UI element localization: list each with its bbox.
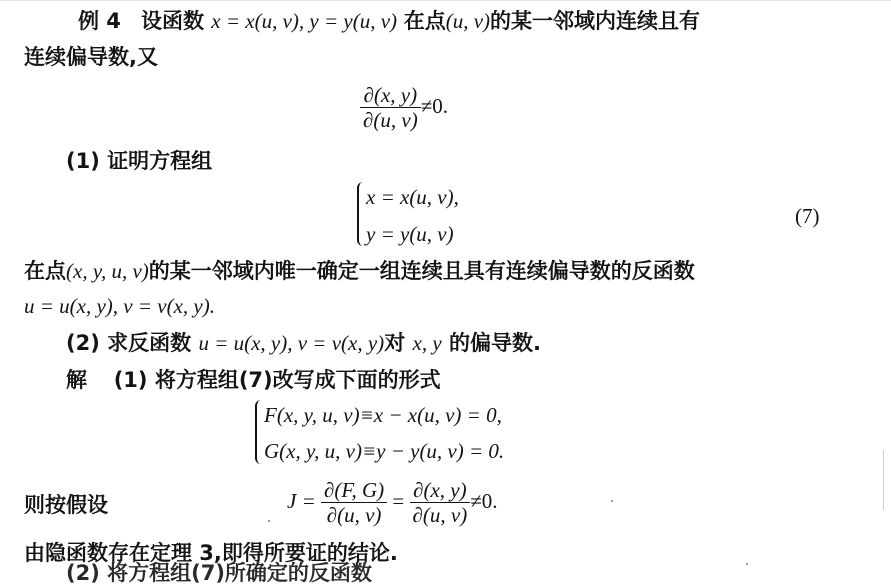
system-7-line-1: x = x(u, v), [366,185,459,209]
part2-functions: u = u(x, y), v = v(x, y) [198,331,385,355]
system-FG-brace [255,400,261,464]
J-equals: = [387,489,410,513]
intro-functions: x = x(u, v), y = y(u, v) [211,9,398,33]
example-label: 例 4 [78,9,121,33]
intro-text-3: 的某一邻域内连续且有 [490,9,701,33]
scan-edge [883,450,884,510]
jacobian-fraction [360,83,421,132]
clipped-next-line [0,561,891,585]
conclusion: 由隐函数存在定理 3,即得所要证的结论. [24,541,398,565]
J-fraction-FG [321,478,387,527]
example-intro-line [78,8,700,34]
scan-speck [746,563,748,565]
part1-point: (x, y, u, v) [66,259,149,283]
jacobian-denominator: ∂(u, v) [363,108,418,132]
intro-text-2: 在点 [403,9,446,33]
scan-speck [268,520,270,522]
inverse-functions: u = u(x, y), v = v(x, y). [24,294,215,318]
J-denominator-uv-2: ∂(u, v) [412,503,468,527]
J-denominator-uv: ∂(u, v) [326,503,382,527]
part2-variables: x, y [412,331,442,355]
J-numerator-FG: ∂(F, G) [321,478,387,503]
jacobian-numerator: ∂(x, y) [360,83,421,108]
equation-number-7: (7) [795,204,820,228]
system-7-line-2: y = y(u, v) [366,222,454,246]
page-top-edge [0,0,891,1]
part1-statement [24,258,695,284]
part1-label: (1) 证明方程组 [66,149,213,173]
J-nonzero: ≠0. [470,489,498,513]
J-fraction-xy [410,478,471,527]
solution-label: 解 [66,368,87,392]
J-numerator-xy: ∂(x, y) [410,478,471,503]
F-equation: F(x, y, u, v)≡x − x(u, v) = 0, [264,403,502,427]
part1-text-a: 在点 [24,259,66,283]
scan-speck [611,500,613,502]
jacobian-condition [360,83,448,132]
J-symbol: J = [287,489,321,513]
part2-statement [66,330,541,356]
part2-text-2: 的偏导数. [441,331,541,355]
intro-text: 设函数 [140,9,212,33]
intro-point: (u, v) [445,9,491,33]
part2-label: (2) 求反函数 [66,331,199,355]
solution-step-1 [66,367,441,393]
jacobian-J [287,478,497,527]
part2-text: 对 [384,331,413,355]
jacobian-nonzero: ≠0. [420,94,448,118]
clipped-text: (2) 将方程组(7)所确定的反函数 [66,561,372,585]
assumption-label: 则按假设 [24,493,108,517]
intro-line-2: 连续偏导数,又 [24,45,158,69]
solution-step-1-text: (1) 将方程组(7)改写成下面的形式 [113,368,441,392]
G-equation: G(x, y, u, v)≡y − y(u, v) = 0. [264,439,505,463]
system-7-brace [357,182,363,246]
part1-text-b: 的某一邻域内唯一确定一组连续且具有连续偏导数的反函数 [148,259,695,283]
